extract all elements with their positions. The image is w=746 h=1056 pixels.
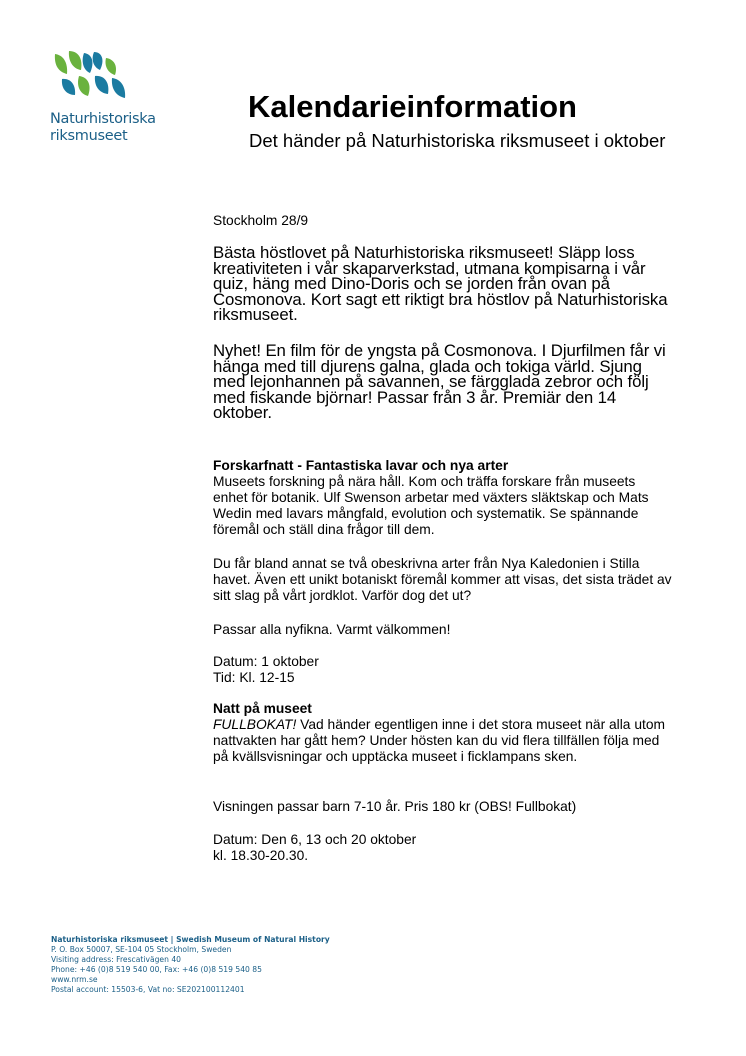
event-description (213, 717, 673, 765)
event-paragraph: Passar alla nyfikna. Varmt välkommen! (213, 622, 451, 637)
footer-visit: Visiting address: Frescativägen 40 (51, 955, 181, 964)
logo-wordmark (50, 111, 156, 145)
event-paragraph: Du får bland annat se två obeskrivna arter från Nya Kaledonien i Stilla havet. Även ett unikt botaniskt föremål kommer att visas, det sista trädet av sitt slag på vårt jordklot. Varför dog det ut? (213, 556, 672, 603)
event-audience: Visningen passar barn 7-10 år. Pris 180 kr (OBS! Fullbokat) (213, 799, 577, 814)
footer-org: Naturhistoriska riksmuseet | Swedish Museum of Natural History (51, 935, 330, 944)
logo-line-1: Naturhistoriska (50, 111, 156, 127)
footer-contact (51, 935, 330, 995)
event-description-text: Vad händer egentligen inne i det stora museet när alla utom nattvakten har gått hem? Under hösten kan du vid flera tillfällen följa med på kvällsvisningar och upptäcka museet i ficklampans sken. (213, 717, 665, 764)
intro-paragraph-1: Bästa höstlovet på Naturhistoriska riksmuseet! Släpp loss kreativiteten i vår skaparverkstad, utmana kompisarna i vår quiz, häng med Dino-Doris och se jorden från ovan på Cosmonova. Kort sagt ett riktigt bra höstlov på Naturhistoriska riksmuseet. (213, 243, 668, 324)
intro-paragraph-2: Nyhet! En film för de yngsta på Cosmonova. I Djurfilmen får vi hänga med till djurens galna, glada och tokiga värld. Sjung med lejonhannen på savannen, se färgglada zebror och följ med fiskande björnar! Passar från 3 år. Premiär den 14 oktober. (213, 341, 666, 422)
event-date: Datum: 1 oktober (213, 654, 319, 669)
footer-web: www.nrm.se (51, 975, 98, 984)
event-paragraph: Museets forskning på nära håll. Kom och träffa forskare från museets enhet för botanik. Ulf Swenson arbetar med växters släktskap och Mats Wedin med lavars mångfald, evolution och systematik. Se spännande föremål och ställ dina frågor till dem. (213, 474, 649, 537)
page-subtitle: Det händer på Naturhistoriska riksmuseet i oktober (249, 130, 666, 151)
event-heading: Forskarfnatt - Fantastiska lavar och nya arter (213, 458, 509, 473)
fullbokat-notice: FULLBOKAT! (213, 717, 297, 732)
event-date: Datum: Den 6, 13 och 20 oktober (213, 832, 417, 847)
logo-line-2: riksmuseet (50, 128, 128, 144)
footer-account: Postal account: 15503-6, Vat no: SE202100112401 (51, 985, 245, 994)
event-heading: Natt på museet (213, 701, 312, 716)
dateline: Stockholm 28/9 (213, 213, 309, 228)
event-time: kl. 18.30-20.30. (213, 848, 309, 863)
footer-box: P. O. Box 50007, SE-104 05 Stockholm, Sweden (51, 945, 232, 954)
footer-phone: Phone: +46 (0)8 519 540 00, Fax: +46 (0)8 519 540 85 (51, 965, 262, 974)
event-time: Tid: Kl. 12-15 (213, 670, 295, 685)
museum-logo (48, 48, 188, 158)
leaf-logo-icon (52, 48, 132, 104)
page-title: Kalendarieinformation (248, 89, 577, 124)
